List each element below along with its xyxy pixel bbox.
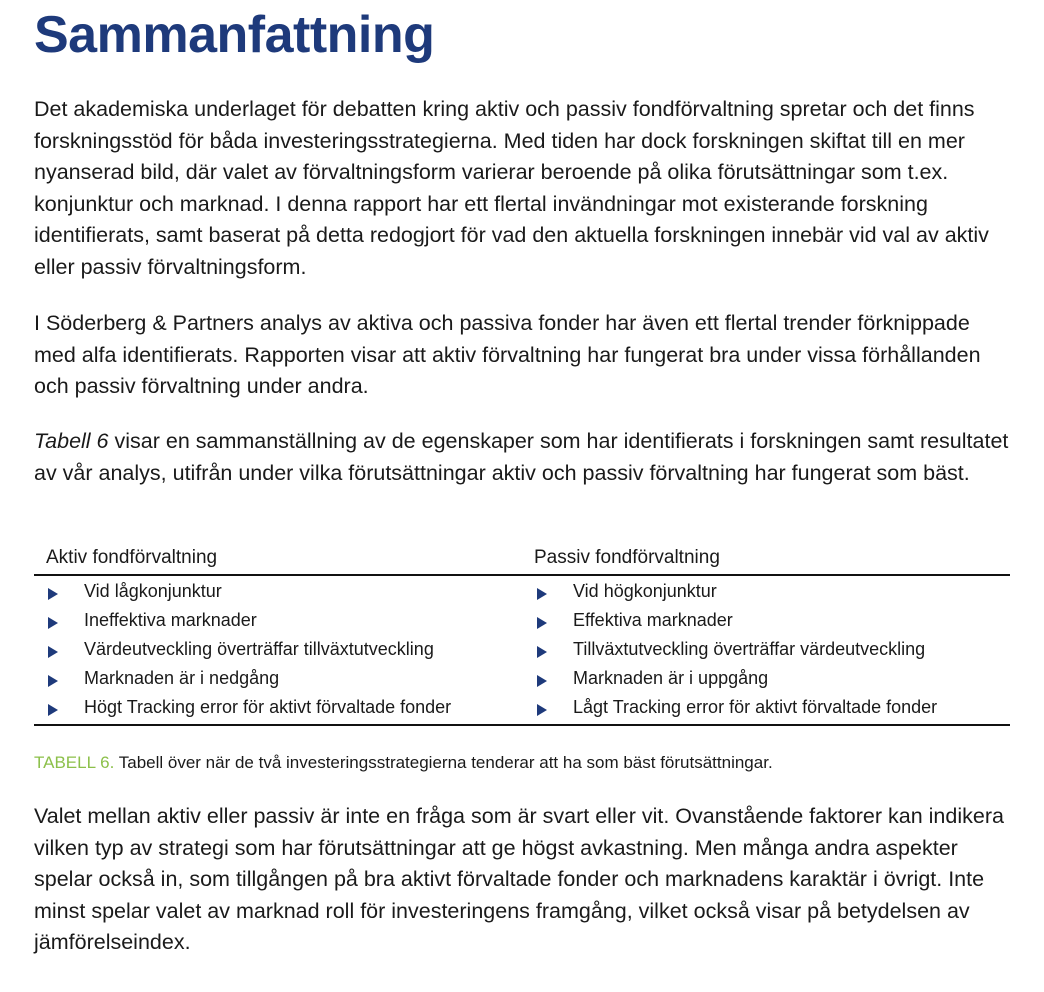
paragraph-intro: Det akademiska underlaget för debatten kring aktiv och passiv fondförvaltning spretar och det finns forskningsstöd för båda investeringsstrategierna. Med tiden har dock forskningen skiftat till en mer nyanserad bild, där valet av förvaltningsform varierar beroende på olika förutsättningar som t.ex. konjunktur och marknad. I denna rapport har ett flertal invändningar mot existerande forskning identifierats, samt baserat på detta redogjort för vad den aktuella forskningen innebär vid val av aktiv eller passiv förvaltningsform. bbox=[34, 97, 989, 279]
cell-aktiv: Ineffektiva marknader bbox=[84, 610, 257, 630]
bullet-arrow-icon bbox=[48, 704, 58, 716]
header-aktiv: Aktiv fondförvaltning bbox=[46, 547, 218, 568]
cell-aktiv: Högt Tracking error för aktivt förvaltade fonder bbox=[84, 697, 452, 717]
bullet-arrow-icon bbox=[48, 617, 58, 629]
paragraph-analysis: I Söderberg & Partners analys av aktiva och passiva fonder har även ett flertal trender förknippade med alfa identifierats. Rapporten visar att aktiv förvaltning har fungerat bra under vissa förhållanden och passiv förvaltning under andra. bbox=[34, 311, 981, 398]
comparison-table bbox=[34, 540, 1010, 726]
cell-passiv: Tillväxtutveckling överträffar värdeutveckling bbox=[573, 639, 926, 659]
cell-passiv: Lågt Tracking error för aktivt förvaltade fonder bbox=[573, 697, 938, 717]
bullet-arrow-icon bbox=[48, 646, 58, 658]
table-reference: Tabell 6 bbox=[34, 429, 109, 453]
header-passiv: Passiv fondförvaltning bbox=[534, 547, 720, 568]
caption-label: TABELL 6. bbox=[34, 753, 115, 772]
bullet-arrow-icon bbox=[537, 646, 547, 658]
paragraph-table-intro bbox=[34, 426, 1014, 489]
bullet-arrow-icon bbox=[48, 588, 58, 600]
table-row bbox=[34, 665, 1010, 694]
table-row bbox=[34, 694, 1010, 723]
bullet-arrow-icon bbox=[537, 588, 547, 600]
cell-passiv: Effektiva marknader bbox=[573, 610, 733, 630]
table-header bbox=[34, 540, 1010, 576]
table-row bbox=[34, 578, 1010, 607]
bullet-arrow-icon bbox=[537, 704, 547, 716]
cell-aktiv: Marknaden är i nedgång bbox=[84, 668, 280, 688]
bullet-arrow-icon bbox=[48, 675, 58, 687]
table-row bbox=[34, 607, 1010, 636]
table-body bbox=[34, 576, 1010, 726]
cell-aktiv: Vid lågkonjunktur bbox=[84, 581, 222, 601]
cell-passiv: Vid högkonjunktur bbox=[573, 581, 717, 601]
table-row bbox=[34, 636, 1010, 665]
bullet-arrow-icon bbox=[537, 617, 547, 629]
caption-text: Tabell över när de två investeringsstrategierna tenderar att ha som bäst förutsättningar. bbox=[114, 753, 773, 772]
bullet-arrow-icon bbox=[537, 675, 547, 687]
cell-passiv: Marknaden är i uppgång bbox=[573, 668, 769, 688]
paragraph-table-intro-text: visar en sammanställning av de egenskaper som har identifierats i forskningen samt resultatet av vår analys, utifrån under vilka förutsättningar aktiv och passiv förvaltning har fungerat som bäst. bbox=[34, 429, 1009, 485]
table-caption bbox=[34, 750, 773, 776]
page-title: Sammanfattning bbox=[34, 6, 435, 64]
cell-aktiv: Värdeutveckling överträffar tillväxtutveckling bbox=[84, 639, 434, 659]
paragraph-conclusion: Valet mellan aktiv eller passiv är inte en fråga som är svart eller vit. Ovanstående faktorer kan indikera vilken typ av strategi som har förutsättningar att ge högst avkastning. Men många andra aspekter spelar också in, som tillgången på bra aktivt förvaltade fonder och marknadens karaktär i övrigt. Inte minst spelar valet av marknad roll för investeringens framgång, vilket också visar på betydelsen av jämförelseindex. bbox=[34, 804, 1004, 954]
